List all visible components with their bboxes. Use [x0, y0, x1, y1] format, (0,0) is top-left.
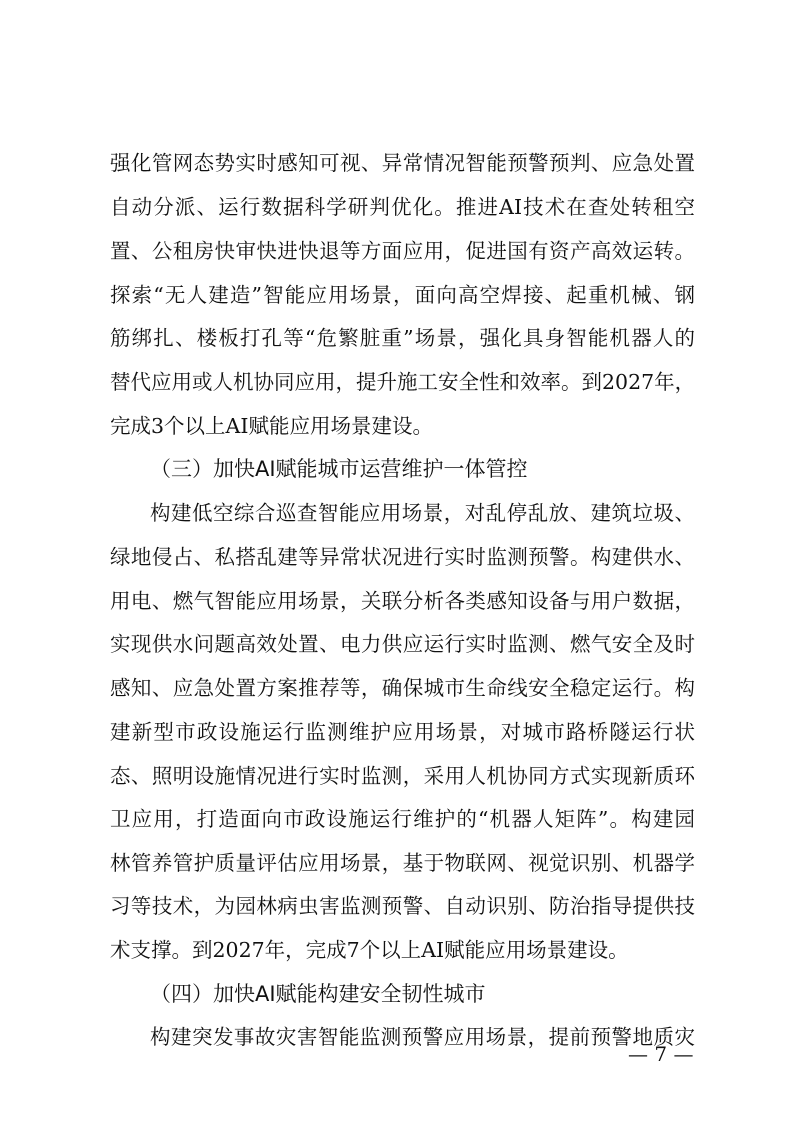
paragraph-line: 置、公租房快审快进快退等方面应用，促进国有资产高效运转。	[110, 239, 695, 263]
paragraph-line: 探索“无人建造”智能应用场景，面向高空焊接、起重机械、钢	[110, 283, 695, 307]
paragraph-line: 术支撑。到2027年，完成7个以上AI赋能应用场景建设。	[110, 938, 629, 962]
paragraph-line: 感知、应急处置方案推荐等，确保城市生命线安全稳定运行。构	[110, 676, 695, 700]
paragraph-line: 林管养管护质量评估应用场景，基于物联网、视觉识别、机器学	[110, 851, 695, 875]
paragraph-line: 替代应用或人机协同应用，提升施工安全性和效率。到2027年，	[110, 370, 696, 394]
paragraph-line: 习等技术，为园林病虫害监测预警、自动识别、防治指导提供技	[110, 894, 695, 918]
paragraph-line: 绿地侵占、私搭乱建等异常状况进行实时监测预警。构建供水、	[110, 545, 695, 569]
section-heading: （四）加快AI赋能构建安全韧性城市	[150, 982, 486, 1006]
paragraph-line: 态、照明设施情况进行实时监测，采用人机协同方式实现新质环	[110, 764, 695, 788]
page-number: — 7 —	[628, 1042, 694, 1066]
paragraph-line: 构建低空综合巡查智能应用场景，对乱停乱放、建筑垃圾、	[150, 501, 695, 525]
paragraph-line: 构建突发事故灾害智能监测预警应用场景，提前预警地质灾	[150, 1025, 695, 1049]
paragraph-line: 完成3个以上AI赋能应用场景建设。	[110, 414, 433, 438]
paragraph-line: 建新型市政设施运行监测维护应用场景，对城市路桥隧运行状	[110, 720, 695, 744]
paragraph-line: 强化管网态势实时感知可视、异常情况智能预警预判、应急处置	[110, 151, 695, 175]
section-heading: （三）加快AI赋能城市运营维护一体管控	[150, 457, 528, 481]
paragraph-line: 实现供水问题高效处置、电力供应运行实时监测、燃气安全及时	[110, 632, 695, 656]
paragraph-line: 筋绑扎、楼板打孔等“危繁脏重”场景，强化具身智能机器人的	[110, 326, 695, 350]
paragraph-line: 自动分派、运行数据科学研判优化。推进AI技术在查处转租空	[110, 195, 695, 219]
paragraph-line: 用电、燃气智能应用场景，关联分析各类感知设备与用户数据，	[110, 589, 695, 613]
paragraph-line: 卫应用，打造面向市政设施运行维护的“机器人矩阵”。构建园	[110, 807, 695, 831]
